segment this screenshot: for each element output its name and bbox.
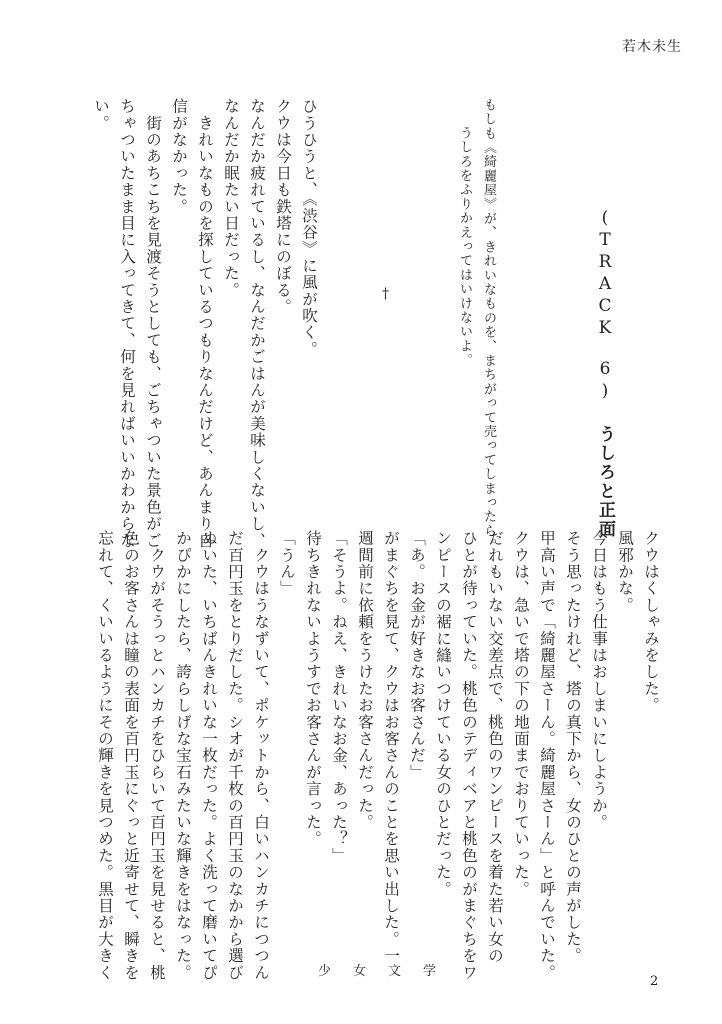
author-name: 若木未生 [622, 39, 682, 55]
text-line: 「うん」 [278, 530, 296, 597]
text-line: クウがそうっとハンカチをひらいて百円玉を見せると、桃 [148, 530, 166, 981]
text-line: だ百円玉をとりだした。シオが千枚の百円玉のなかから選び [226, 530, 244, 981]
text-line: かぴかにしたら、誇らしげな宝石みたいな輝きをはなった。 [174, 530, 192, 981]
text-line: クウは、急いで塔の下の地面までおりていった。 [512, 530, 530, 898]
text-line: なんだか疲れているし、なんだかごはんが美味しくないし、 [248, 98, 266, 549]
text-line: そう思ったけれど、塔の真下から、女のひとの声がした。 [564, 530, 582, 965]
epigraph-line: もしも《綺麗屋》が、きれいなものを、まちがって売ってしまったら。 [481, 98, 496, 553]
text-line: ちゃついたまま目に入ってきて、何を見ればいいかわからな [118, 98, 136, 549]
section-divider: † [382, 286, 389, 302]
text-line: なんだか眠たい日だった。 [222, 98, 240, 299]
text-line: クウはくしゃみをした。 [642, 530, 660, 714]
text-line: 週間前に依頼をうけたお客さんだった。 [356, 530, 374, 831]
text-line: 信がなかった。 [170, 98, 188, 215]
body-text-upper [88, 98, 322, 549]
text-line: い。 [92, 98, 110, 132]
text-line: クウは今日も鉄塔にのぼる。 [274, 98, 292, 316]
text-line: ひとが待っていた。桃色のテディベアと桃色のがまぐちをワ [460, 530, 478, 981]
text-line: ぬいた、いちばんきれいな一枚だった。よく洗って磨いてぴ [200, 530, 218, 981]
text-line: 待ちきれないようすでお客さんが言った。 [304, 530, 322, 848]
text-line: だれもいない交差点で、桃色のワンピースを着た若い女の [486, 530, 504, 965]
text-line: クウはうなずいて、ポケットから、白いハンカチにつつん [252, 530, 270, 981]
text-line: ンピースの裾に縫いつけている女のひとだった。 [434, 530, 452, 898]
track-label: (TRACK 6) [595, 208, 615, 403]
text-line: 甲高い声で「綺麗屋さーん。綺麗屋さーん」と呼んでいた。 [538, 530, 556, 981]
text-line: がまぐちを見て、クウはお客さんのことを思い出した。一 [382, 530, 400, 965]
text-line: 「あ。お金が好きなお客さんだ」 [408, 530, 426, 781]
epigraph [452, 98, 500, 553]
magazine-title: 少女文学 [318, 964, 459, 979]
page-number: 2 [650, 974, 659, 989]
text-line: ひうひうと、《渋谷》に風が吹く。 [300, 98, 318, 358]
chapter-heading: うしろと正面 [595, 425, 615, 539]
chapter-title [592, 208, 618, 539]
text-line: 色のお客さんは瞳の表面を百円玉にぐっと近寄せて、瞬きを [122, 530, 140, 981]
text-line: 風邪かな。 [616, 530, 634, 614]
text-line: 今日はもう仕事はおしまいにしようか。 [590, 530, 608, 831]
text-line: きれいなものを探しているつもりなんだけど、あんまり自 [196, 98, 214, 549]
text-line: 「そうよ。ねえ、きれいなお金、あった？」 [330, 530, 348, 864]
text-line: 忘れて、くいいるようにその輝きを見つめた。黒目が大きく [96, 530, 114, 981]
text-line: 街のあちこちを見渡そうとしても、ごちゃついた景色がご [144, 98, 162, 549]
epigraph-line: うしろをふりかえってはいけないよ。 [457, 126, 472, 368]
